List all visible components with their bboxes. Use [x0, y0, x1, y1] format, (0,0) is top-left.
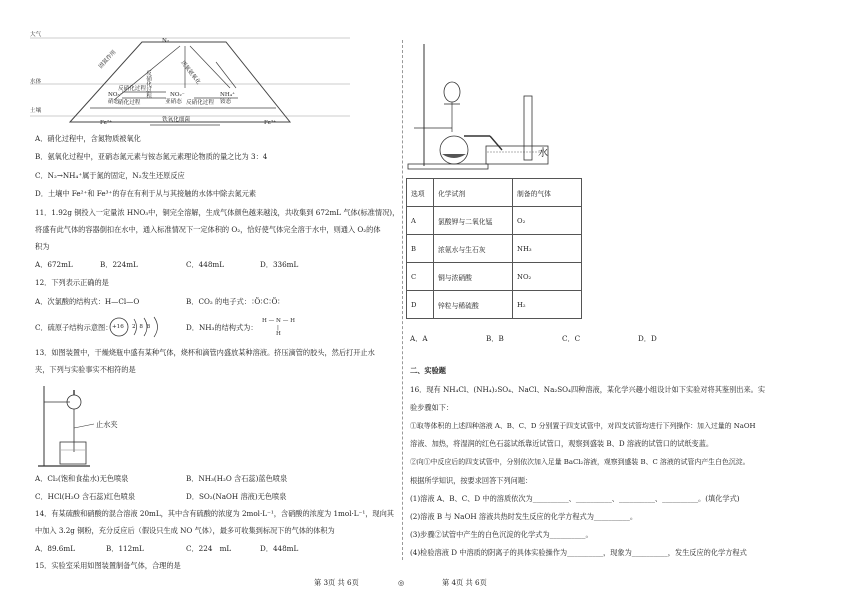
clamp-label: 止水夹: [96, 420, 118, 429]
reagent-table: [406, 178, 582, 319]
q11-option-c: C．448mL: [186, 260, 224, 269]
q12-option-b: B．CO₂ 的电子式：: [186, 297, 251, 306]
table-cell: D: [407, 291, 434, 319]
q16-line3: ①取等体积的上述四种溶液 A、B、C、D 分别置于四支试管中，对四支试管均进行下列操作：加入过量的 NaOH: [410, 422, 756, 430]
no2-tag: 亚硝态: [165, 99, 182, 105]
water-label: 水: [538, 148, 548, 159]
no2-label: NO₂⁻: [170, 92, 185, 98]
q16-line7: (1)溶液 A、B、C、D 中的溶质依次为__________、__________、__________、__________。(填化学式): [410, 494, 740, 503]
q16-line5: ②向①中反应后的四支试管中，分别依次加入足量 BaCl₂溶液，观察到盛装 B、C 溶液的试管内产生白色沉淀。: [410, 458, 750, 466]
q15-answer-b: B．B: [486, 334, 504, 343]
q13-option-a: A．Cl₂(饱和食盐水)无色喷泉: [35, 474, 129, 483]
table-cell: NH₃: [513, 235, 582, 263]
q13-option-b: B．NH₃(H₂O 含石蕊)蓝色喷泉: [186, 474, 288, 483]
nh4-tag: 铵态: [220, 99, 232, 105]
iron-bacteria-label: 铁氧化细菌: [162, 117, 190, 123]
q10-option-d: D．土壤中 Fe²⁺和 Fe³⁺的存在有利于从与其接触的水体中除去氮元素: [35, 189, 257, 198]
q11-option-d: D．336mL: [260, 260, 299, 269]
arrow-anammox: 厌氧氨氧化: [179, 60, 202, 86]
gas-preparation-apparatus: [406, 40, 556, 172]
q14-option-b: B．112mL: [106, 544, 144, 553]
section-heading: 二、实验题: [410, 366, 446, 375]
arrow-denit-left: 反硝化过程: [118, 86, 146, 92]
nh4-label: NH₄⁺: [220, 92, 235, 98]
fe3-label: Fe³⁺: [264, 120, 277, 126]
table-header-row: [407, 179, 582, 207]
table-cell: A: [407, 207, 434, 235]
q14-option-a: A．89.6mL: [35, 544, 75, 553]
nh3-structure-top: H — N — H: [262, 318, 295, 324]
q12-option-d: D．NH₃的结构式为：: [186, 323, 258, 332]
footer-page-right: 第 4页 共 6页: [442, 578, 487, 587]
layer-soil-label: 土壤: [30, 108, 42, 114]
table-cell: NO₂: [513, 263, 582, 291]
q15-answer-a: A．A: [410, 334, 428, 343]
q14-option-d: D．448mL: [260, 544, 299, 553]
q14-line2: 中加入 3.2g 铜粉，充分反应后（假设只生成 NO 气体），最多可收集到标况下的气体的体积为: [35, 526, 335, 535]
table-row: [407, 263, 582, 291]
fe2-label: Fe²⁺: [100, 120, 113, 126]
diagram-lines: [30, 28, 350, 134]
q12-stem: 12．下列表示正确的是: [35, 278, 109, 287]
q14-line1: 14．有某硫酸和硝酸的混合溶液 20mL，其中含有硫酸的浓度为 2mol·L⁻¹，含硝酸的浓度为 1mol·L⁻¹，现向其: [35, 509, 394, 518]
table-cell: C: [407, 263, 434, 291]
table-cell: O₂: [513, 207, 582, 235]
table-header: 制备的气体: [513, 179, 582, 207]
q10-option-a: A．硝化过程中，含氮物质被氧化: [35, 134, 141, 143]
n2-label: N₂: [162, 38, 170, 44]
table-row: [407, 207, 582, 235]
no3-label: NO₃⁻: [108, 92, 123, 98]
arrow-denit-mid: 反硝化过程: [145, 70, 151, 98]
q11-line3: 积为: [35, 242, 50, 251]
table-header: 选项: [407, 179, 434, 207]
footer-center-mark: ◎: [398, 578, 405, 587]
q16-line4: 溶液、加热，将湿润的红色石蕊试纸靠近试管口，观察到盛装 B、D 溶液的试管口的试纸变蓝。: [410, 439, 714, 448]
q16-line8: (2)溶液 B 与 NaOH 溶液共热时发生反应的化学方程式为__________。: [410, 512, 638, 521]
q13-option-d: D．SO₂(NaOH 溶液)无色喷泉: [186, 492, 287, 501]
q15-answer-c: C．C: [562, 334, 581, 343]
q11-line2: 将盛有此气体的容器倒扣在水中，通入标准情况下一定体积的 O₂，恰好使气体完全溶于水中，则通入 O₂的体: [35, 225, 381, 234]
q16-line9: (3)步骤②试管中产生的白色沉淀的化学式为__________。: [410, 530, 593, 539]
q16-line1: 16．现有 NH₄Cl、(NH₄)₂SO₄、NaCl、Na₂SO₄四种溶液，某化学兴趣小组设计如下实验对将其鉴别出来。实: [410, 385, 766, 394]
table-row: [407, 291, 582, 319]
q16-line10: (4)检验溶液 D 中溶质的阴离子的具体实验操作为__________，现象为__________，发生反应的化学方程式: [410, 548, 747, 557]
column-divider: [402, 40, 403, 560]
q15-stem: 15．实验室采用如图装置制备气体，合理的是: [35, 561, 181, 570]
q10-option-c: C．N₂→NH₄⁺属于氮的固定，N₂发生还原反应: [35, 171, 185, 180]
arrow-fix-left: 固氮作用: [98, 49, 118, 71]
no3-tag: 硝态: [108, 99, 120, 105]
q16-line2: 验步骤如下：: [410, 403, 454, 412]
q13-line2: 夹，下列与实验事实不相符的是: [35, 365, 136, 374]
table-cell: 锌粒与稀硫酸: [434, 291, 513, 319]
nh3-structure-bond: |: [277, 325, 279, 331]
footer-page-left: 第 3页 共 6页: [314, 578, 359, 587]
table-cell: 氯酸钾与二氧化锰: [434, 207, 513, 235]
q11-option-b: B．224mL: [100, 260, 138, 269]
table-cell: B: [407, 235, 434, 263]
co2-electron-formula: ∶Ö∶C∶Ö∶: [252, 297, 281, 306]
q12-option-c: C．硫原子结构示意图：: [35, 323, 113, 332]
q11-line1: 11．1.92g 铜投入一定量浓 HNO₃中，铜完全溶解，生成气体颜色越来越浅，共收集到 672mL 气体(标准情况)，: [35, 208, 400, 217]
layer-water-label: 水体: [30, 79, 42, 85]
table-cell: 铜与浓硝酸: [434, 263, 513, 291]
arrow-nitrification: 硝化过程: [118, 100, 141, 106]
q12-option-a: A．次氯酸的结构式：H—Cl—O: [35, 297, 140, 306]
q13-option-c: C．HCl(H₂O 含石蕊)红色喷泉: [35, 492, 136, 501]
q15-answer-d: D．D: [638, 334, 657, 343]
q10-option-b: B．氨氧化过程中，亚硝态氮元素与铵态氮元素理论物质的量之比为 3：4: [35, 152, 268, 161]
q11-option-a: A．672mL: [35, 260, 73, 269]
q13-line1: 13．如图装置中，干燥烧瓶中盛有某种气体，烧杯和滴管内盛放某种溶液。挤压滴管的胶头，然后打开止水: [35, 348, 375, 357]
table-cell: 浓氨水与生石灰: [434, 235, 513, 263]
sulfur-nucleus: +16: [112, 324, 124, 330]
arrow-denit-right: 反硝化过程: [186, 100, 214, 106]
table-header: 化学试剂: [434, 179, 513, 207]
sulfur-shells: 2 8 8: [132, 324, 151, 330]
layer-air-label: 大气: [30, 32, 42, 38]
nh3-structure-bottom: H: [276, 331, 281, 337]
table-row: [407, 235, 582, 263]
q16-line6: 根据所学知识，按要求回答下列问题：: [410, 476, 533, 485]
q14-option-c: C．224 mL: [186, 544, 232, 553]
table-cell: H₂: [513, 291, 582, 319]
